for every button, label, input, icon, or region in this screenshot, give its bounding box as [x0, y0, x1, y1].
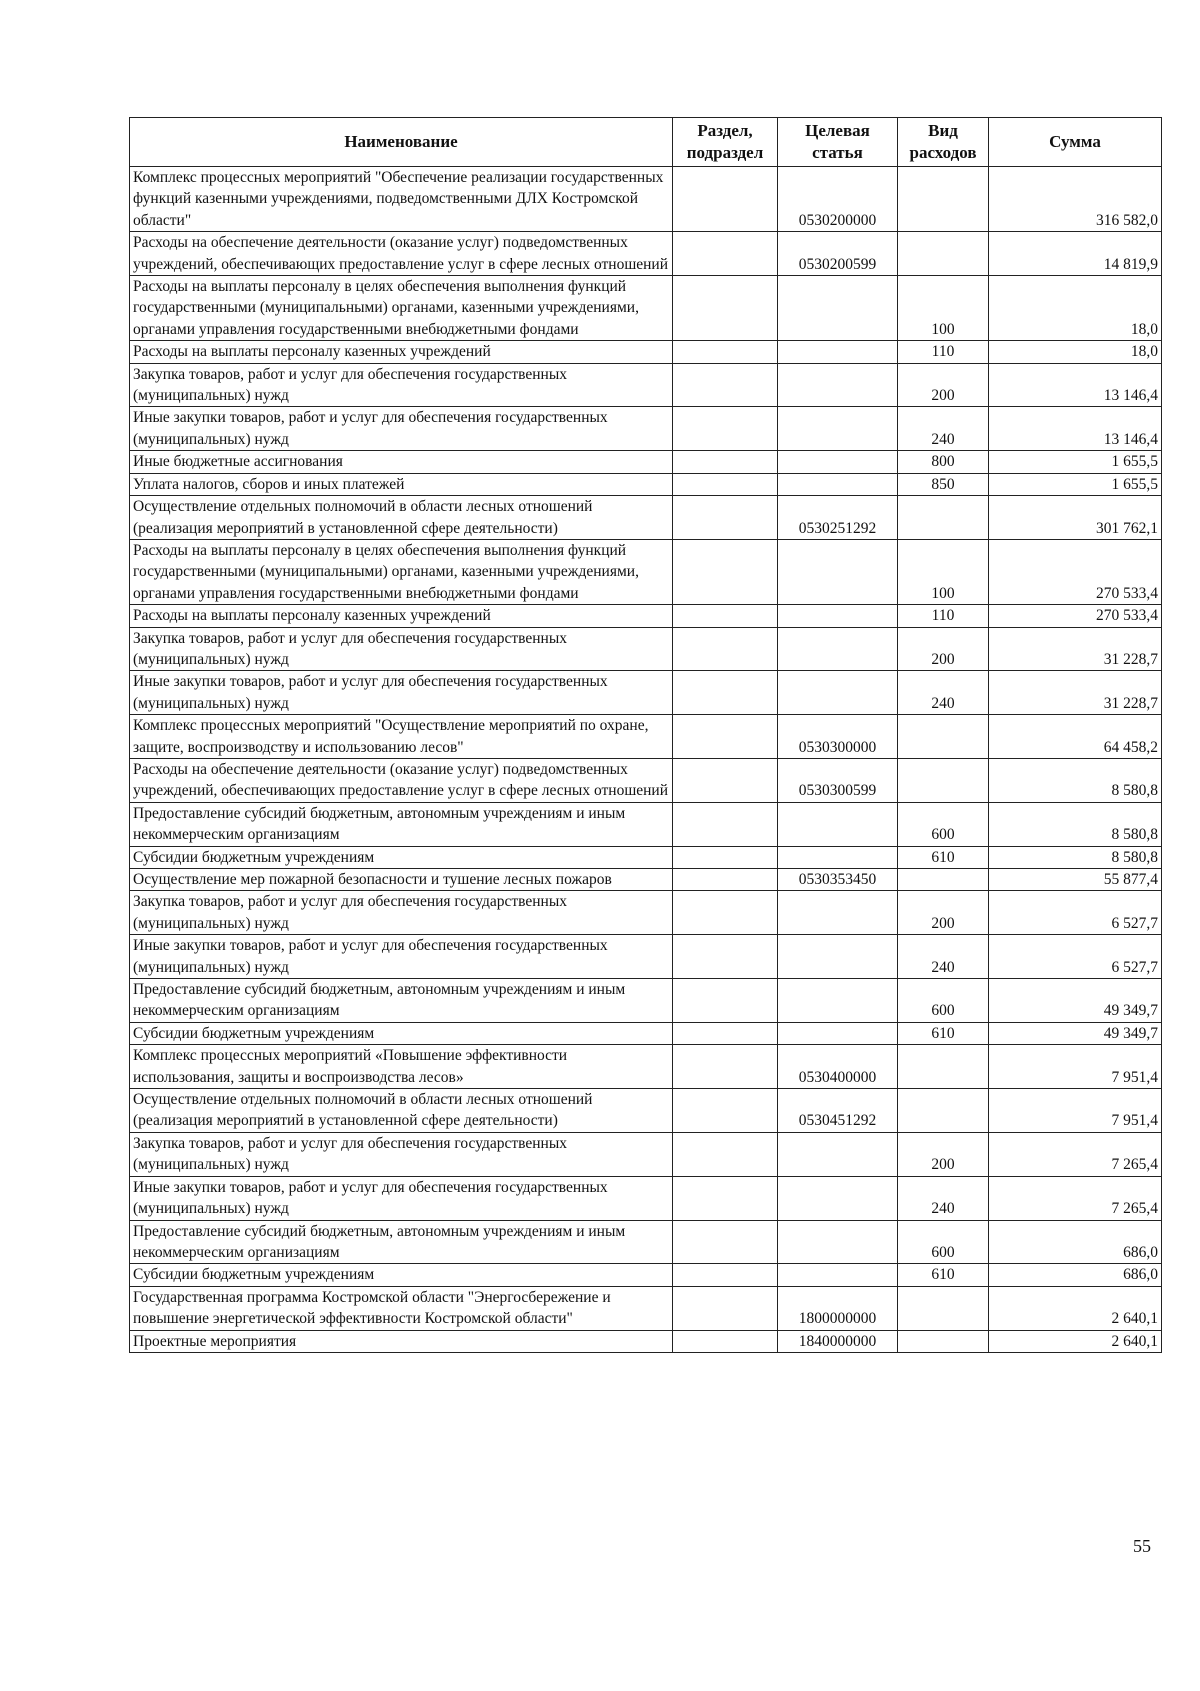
row-sum: 64 458,2	[989, 715, 1162, 759]
row-sum: 686,0	[989, 1264, 1162, 1286]
row-name: Расходы на выплаты персоналу казенных учреждений	[130, 605, 673, 627]
row-section	[673, 979, 778, 1023]
row-type	[898, 496, 989, 540]
row-section	[673, 605, 778, 627]
row-section	[673, 496, 778, 540]
row-name: Комплекс процессных мероприятий "Обеспечение реализации государственных функций казенными учреждениями, подведомственными ДЛХ Костромской области"	[130, 167, 673, 232]
row-name: Иные закупки товаров, работ и услуг для обеспечения государственных (муниципальных) нужд	[130, 1176, 673, 1220]
row-sum: 7 951,4	[989, 1045, 1162, 1089]
row-sum: 8 580,8	[989, 802, 1162, 846]
row-type: 240	[898, 935, 989, 979]
row-sum: 6 527,7	[989, 891, 1162, 935]
row-target: 0530400000	[778, 1045, 898, 1089]
row-target	[778, 802, 898, 846]
row-target	[778, 1022, 898, 1044]
row-target: 1800000000	[778, 1286, 898, 1330]
row-name: Закупка товаров, работ и услуг для обеспечения государственных (муниципальных) нужд	[130, 627, 673, 671]
row-type	[898, 1330, 989, 1352]
header-target: Целевая статья	[778, 118, 898, 167]
table-body	[130, 167, 1162, 1353]
row-sum: 270 533,4	[989, 539, 1162, 604]
row-sum: 14 819,9	[989, 232, 1162, 276]
table-row	[130, 1176, 1162, 1220]
row-target: 0530300599	[778, 758, 898, 802]
row-name: Государственная программа Костромской области "Энергосбережение и повышение энергетической эффективности Костромской области"	[130, 1286, 673, 1330]
row-name: Комплекс процессных мероприятий "Осуществление мероприятий по охране, защите, воспроизводству и использованию лесов"	[130, 715, 673, 759]
row-type: 240	[898, 407, 989, 451]
row-sum: 2 640,1	[989, 1286, 1162, 1330]
table-row	[130, 232, 1162, 276]
row-name: Расходы на обеспечение деятельности (оказание услуг) подведомственных учреждений, обеспечивающих предоставление услуг в сфере лесных отношений	[130, 232, 673, 276]
row-type: 200	[898, 891, 989, 935]
row-type	[898, 758, 989, 802]
row-sum: 18,0	[989, 341, 1162, 363]
row-sum: 1 655,5	[989, 473, 1162, 495]
row-type: 200	[898, 627, 989, 671]
row-name: Осуществление мер пожарной безопасности и тушение лесных пожаров	[130, 869, 673, 891]
row-sum: 13 146,4	[989, 363, 1162, 407]
row-type	[898, 869, 989, 891]
table-row	[130, 473, 1162, 495]
row-section	[673, 1089, 778, 1133]
row-type: 600	[898, 979, 989, 1023]
header-row	[130, 118, 1162, 167]
row-name: Предоставление субсидий бюджетным, автономным учреждениям и иным некоммерческим организациям	[130, 1220, 673, 1264]
row-type	[898, 715, 989, 759]
row-sum: 1 655,5	[989, 451, 1162, 473]
row-sum: 7 265,4	[989, 1176, 1162, 1220]
row-name: Комплекс процессных мероприятий «Повышение эффективности использования, защиты и воспроизводства лесов»	[130, 1045, 673, 1089]
row-section	[673, 232, 778, 276]
table-row	[130, 1220, 1162, 1264]
row-name: Закупка товаров, работ и услуг для обеспечения государственных (муниципальных) нужд	[130, 1132, 673, 1176]
table-row	[130, 1022, 1162, 1044]
row-target	[778, 935, 898, 979]
row-target	[778, 1220, 898, 1264]
row-name: Проектные мероприятия	[130, 1330, 673, 1352]
row-target	[778, 363, 898, 407]
row-name: Закупка товаров, работ и услуг для обеспечения государственных (муниципальных) нужд	[130, 363, 673, 407]
row-section	[673, 451, 778, 473]
row-sum: 31 228,7	[989, 627, 1162, 671]
table-row	[130, 891, 1162, 935]
row-target: 0530451292	[778, 1089, 898, 1133]
row-section	[673, 1286, 778, 1330]
table-row	[130, 496, 1162, 540]
row-target	[778, 1132, 898, 1176]
row-type: 600	[898, 1220, 989, 1264]
row-name: Субсидии бюджетным учреждениям	[130, 1264, 673, 1286]
row-name: Предоставление субсидий бюджетным, автономным учреждениям и иным некоммерческим организациям	[130, 802, 673, 846]
row-type: 200	[898, 363, 989, 407]
table-row	[130, 715, 1162, 759]
row-section	[673, 167, 778, 232]
row-sum: 301 762,1	[989, 496, 1162, 540]
row-type: 850	[898, 473, 989, 495]
table-row	[130, 363, 1162, 407]
table-row	[130, 451, 1162, 473]
table-row	[130, 341, 1162, 363]
row-sum: 13 146,4	[989, 407, 1162, 451]
table-row	[130, 1132, 1162, 1176]
row-section	[673, 473, 778, 495]
row-target	[778, 341, 898, 363]
row-target	[778, 407, 898, 451]
row-name: Расходы на обеспечение деятельности (оказание услуг) подведомственных учреждений, обеспечивающих предоставление услуг в сфере лесных отношений	[130, 758, 673, 802]
row-target	[778, 473, 898, 495]
row-section	[673, 869, 778, 891]
table-row	[130, 935, 1162, 979]
table-row	[130, 846, 1162, 868]
row-name: Расходы на выплаты персоналу в целях обеспечения выполнения функций государственными (муниципальными) органами, казенными учреждениями, органами управления государственными внебюджетными фондами	[130, 276, 673, 341]
row-type: 110	[898, 605, 989, 627]
table-row	[130, 758, 1162, 802]
header-sum: Сумма	[989, 118, 1162, 167]
row-section	[673, 846, 778, 868]
table-row	[130, 979, 1162, 1023]
table-row	[130, 627, 1162, 671]
row-section	[673, 1330, 778, 1352]
row-name: Расходы на выплаты персоналу в целях обеспечения выполнения функций государственными (муниципальными) органами, казенными учреждениями, органами управления государственными внебюджетными фондами	[130, 539, 673, 604]
row-target	[778, 1176, 898, 1220]
row-section	[673, 671, 778, 715]
row-type: 240	[898, 1176, 989, 1220]
table-row	[130, 802, 1162, 846]
page-number: 55	[1133, 1536, 1151, 1556]
row-type	[898, 1045, 989, 1089]
row-section	[673, 935, 778, 979]
row-section	[673, 363, 778, 407]
row-sum: 2 640,1	[989, 1330, 1162, 1352]
row-type: 110	[898, 341, 989, 363]
table-row	[130, 276, 1162, 341]
row-name: Иные закупки товаров, работ и услуг для обеспечения государственных (муниципальных) нужд	[130, 407, 673, 451]
row-type: 240	[898, 671, 989, 715]
row-section	[673, 802, 778, 846]
row-sum: 686,0	[989, 1220, 1162, 1264]
row-sum: 55 877,4	[989, 869, 1162, 891]
header-section: Раздел, подраздел	[673, 118, 778, 167]
row-target	[778, 627, 898, 671]
row-name: Уплата налогов, сборов и иных платежей	[130, 473, 673, 495]
row-section	[673, 1132, 778, 1176]
budget-table	[129, 117, 1162, 1353]
row-target: 1840000000	[778, 1330, 898, 1352]
table-row	[130, 167, 1162, 232]
row-section	[673, 1264, 778, 1286]
row-name: Закупка товаров, работ и услуг для обеспечения государственных (муниципальных) нужд	[130, 891, 673, 935]
table-row	[130, 1264, 1162, 1286]
row-target	[778, 276, 898, 341]
row-section	[673, 407, 778, 451]
table-row	[130, 1045, 1162, 1089]
row-type: 100	[898, 539, 989, 604]
row-type: 800	[898, 451, 989, 473]
row-type: 610	[898, 1022, 989, 1044]
row-type: 100	[898, 276, 989, 341]
row-name: Субсидии бюджетным учреждениям	[130, 846, 673, 868]
table-row	[130, 605, 1162, 627]
row-sum: 49 349,7	[989, 979, 1162, 1023]
row-target	[778, 605, 898, 627]
row-section	[673, 1045, 778, 1089]
row-section	[673, 276, 778, 341]
row-target	[778, 979, 898, 1023]
row-name: Расходы на выплаты персоналу казенных учреждений	[130, 341, 673, 363]
table-row	[130, 539, 1162, 604]
row-target	[778, 846, 898, 868]
row-type: 610	[898, 846, 989, 868]
row-name: Иные бюджетные ассигнования	[130, 451, 673, 473]
row-name: Иные закупки товаров, работ и услуг для обеспечения государственных (муниципальных) нужд	[130, 671, 673, 715]
table-row	[130, 869, 1162, 891]
row-type: 200	[898, 1132, 989, 1176]
row-sum: 31 228,7	[989, 671, 1162, 715]
row-section	[673, 1022, 778, 1044]
row-sum: 49 349,7	[989, 1022, 1162, 1044]
row-name: Иные закупки товаров, работ и услуг для обеспечения государственных (муниципальных) нужд	[130, 935, 673, 979]
table-row	[130, 1286, 1162, 1330]
row-target	[778, 451, 898, 473]
row-section	[673, 539, 778, 604]
row-section	[673, 715, 778, 759]
row-section	[673, 627, 778, 671]
row-type: 610	[898, 1264, 989, 1286]
row-section	[673, 1176, 778, 1220]
row-target: 0530353450	[778, 869, 898, 891]
row-target: 0530300000	[778, 715, 898, 759]
header-type: Вид расходов	[898, 118, 989, 167]
table-row	[130, 671, 1162, 715]
row-target	[778, 1264, 898, 1286]
row-type	[898, 167, 989, 232]
row-target	[778, 891, 898, 935]
row-sum: 8 580,8	[989, 758, 1162, 802]
row-sum: 8 580,8	[989, 846, 1162, 868]
row-target	[778, 539, 898, 604]
row-sum: 270 533,4	[989, 605, 1162, 627]
row-name: Предоставление субсидий бюджетным, автономным учреждениям и иным некоммерческим организациям	[130, 979, 673, 1023]
row-target	[778, 671, 898, 715]
row-sum: 316 582,0	[989, 167, 1162, 232]
row-target: 0530200599	[778, 232, 898, 276]
table-row	[130, 1089, 1162, 1133]
row-target: 0530251292	[778, 496, 898, 540]
table-row	[130, 407, 1162, 451]
row-target: 0530200000	[778, 167, 898, 232]
row-section	[673, 891, 778, 935]
row-section	[673, 1220, 778, 1264]
row-type	[898, 1089, 989, 1133]
row-name: Субсидии бюджетным учреждениям	[130, 1022, 673, 1044]
row-name: Осуществление отдельных полномочий в области лесных отношений (реализация мероприятий в установленной сфере деятельности)	[130, 1089, 673, 1133]
row-name: Осуществление отдельных полномочий в области лесных отношений (реализация мероприятий в установленной сфере деятельности)	[130, 496, 673, 540]
row-type	[898, 232, 989, 276]
row-sum: 7 265,4	[989, 1132, 1162, 1176]
row-sum: 6 527,7	[989, 935, 1162, 979]
row-type: 600	[898, 802, 989, 846]
row-section	[673, 341, 778, 363]
row-section	[673, 758, 778, 802]
row-sum: 7 951,4	[989, 1089, 1162, 1133]
table-row	[130, 1330, 1162, 1352]
row-sum: 18,0	[989, 276, 1162, 341]
row-type	[898, 1286, 989, 1330]
header-name: Наименование	[130, 118, 673, 167]
